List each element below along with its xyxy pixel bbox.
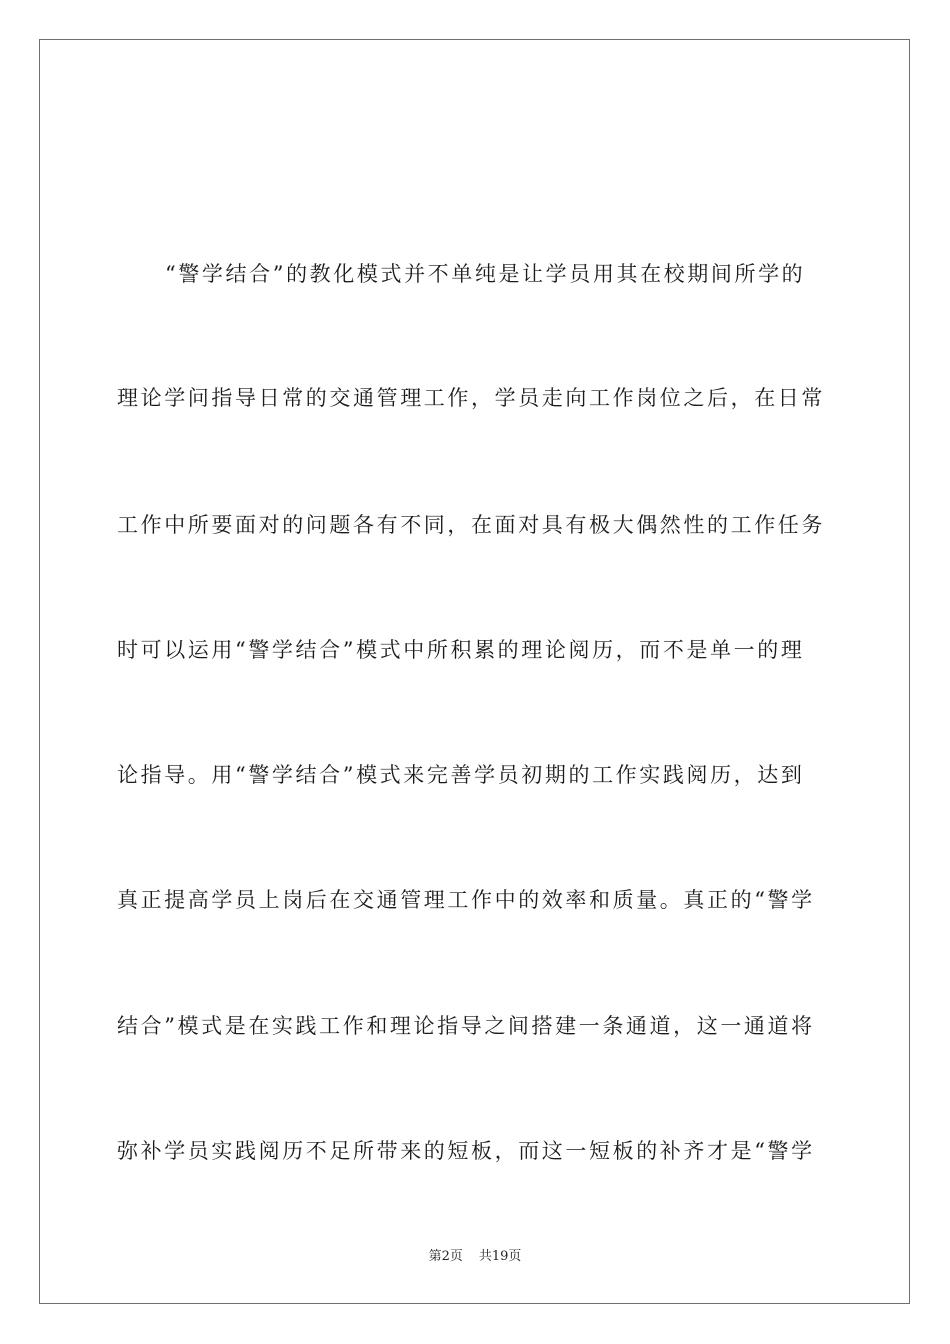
paragraph-line-3: 工作中所要面对的问题各有不同，在面对具有极大偶然性的工作任务 (117, 513, 825, 537)
page-total: 共19页 (478, 1249, 522, 1264)
page-border (39, 39, 910, 1304)
paragraph-line-4: 时可以运用“警学结合”模式中所积累的理论阅历，而不是单一的理 (117, 638, 805, 662)
paragraph-line-6: 真正提高学员上岗后在交通管理工作中的效率和质量。真正的“警学 (117, 888, 815, 912)
page-footer (0, 1248, 950, 1266)
paragraph-line-8: 弥补学员实践阅历不足所带来的短板，而这一短板的补齐才是“警学 (117, 1139, 815, 1163)
paragraph-line-2: 理论学问指导日常的交通管理工作，学员走向工作岗位之后，在日常 (117, 386, 825, 410)
page-number: 第2页 (428, 1249, 463, 1264)
paragraph-line-7: 结合”模式是在实践工作和理论指导之间搭建一条通道，这一通道将 (117, 1014, 815, 1038)
paragraph-line-5: 论指导。用“警学结合”模式来完善学员初期的工作实践阅历，达到 (117, 763, 805, 787)
paragraph-line-1: “警学结合”的教化模式并不单纯是让学员用其在校期间所学的 (165, 262, 806, 286)
